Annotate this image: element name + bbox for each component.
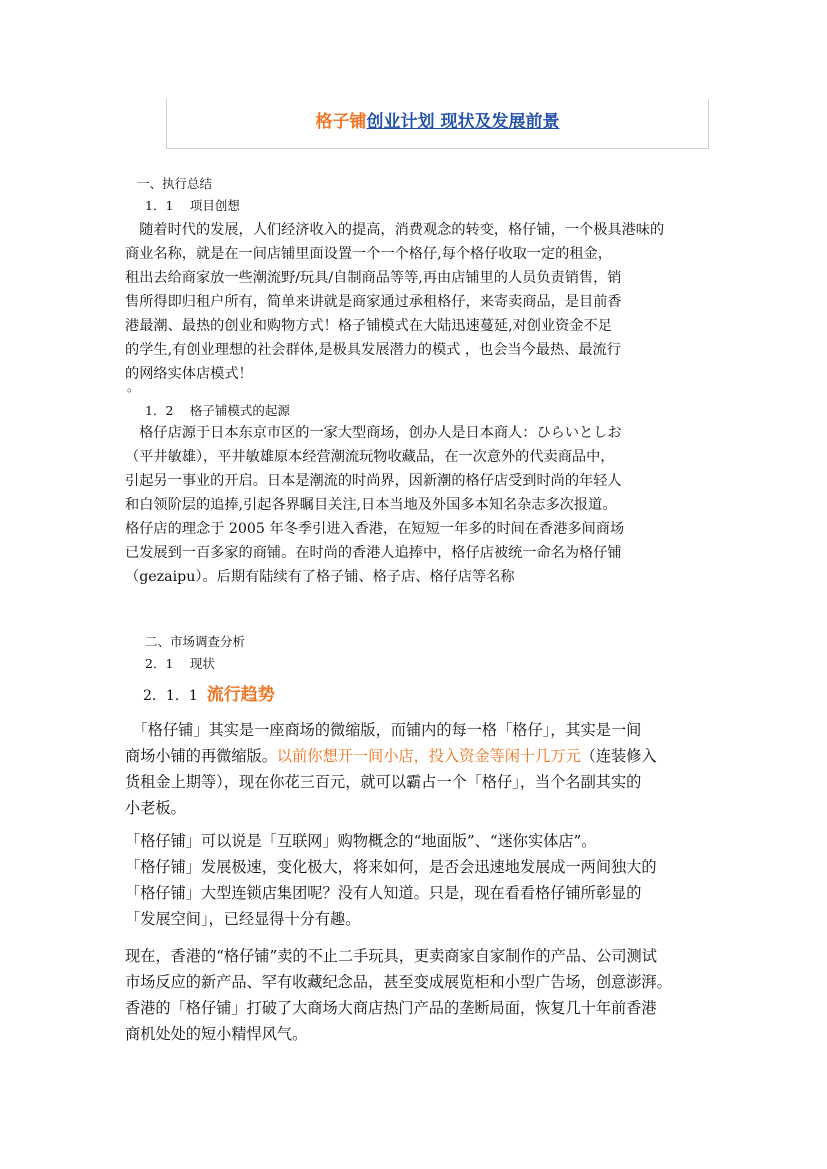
section2-sub1-heading: 2．1 现状 — [145, 656, 215, 671]
paragraph-line: 「格仔铺」其实是一座商场的微缩版，而铺内的每一格「格仔」，其实是一间 — [125, 721, 642, 739]
title-link-plan[interactable]: 创业计划 — [366, 112, 435, 132]
section1-heading: 一、执行总结 — [137, 176, 213, 191]
title-part-brand: 格子铺 — [315, 112, 367, 132]
section1-sub2-paragraph — [125, 421, 702, 589]
paragraph-line: 的网络实体店模式！ — [125, 366, 253, 382]
paragraph-line — [125, 743, 707, 769]
paragraph-line: 「格仔铺」可以说是「互联网」购物概念的“地面版”、“迷你实体店”。 — [125, 832, 597, 850]
line-text: 商场小铺的再微缩版。 — [125, 747, 277, 765]
paragraph-line: 货租金上期等），现在你花三百元，就可以霸占一个「格仔」，当个名副其实的 — [125, 773, 642, 791]
paragraph-line: 引起另一事业的开启。日本是潮流的时尚界，因新潮的格仔店受到时尚的年轻人 — [125, 473, 622, 489]
paragraph-line: 小老板。 — [125, 799, 186, 817]
paragraph-line: 售所得即归租户所有，简单来讲就是商家通过承租格仔，来寄卖商品，是目前香 — [125, 294, 622, 310]
paragraph-line: 格仔店源于日本东京市区的一家大型商场，创办人是日本商人：ひらいとしお — [125, 425, 622, 441]
section1-sub1-heading: 1．1 项目创想 — [145, 198, 240, 213]
paragraph-line: 「格仔铺」大型连锁店集团呢？没有人知道。只是，现在看看格仔铺所彰显的 — [125, 884, 642, 902]
line-text: （连装修入 — [580, 747, 657, 765]
paragraph-line: 港最潮、最热的创业和购物方式！格子铺模式在大陆迅速蔓延,对创业资金不足 — [125, 318, 612, 334]
title-part-status[interactable]: 现状及发展前景 — [434, 112, 560, 132]
section2-heading: 二、市场调查分析 — [145, 634, 246, 649]
section2-paragraph-2 — [125, 828, 707, 932]
title-box — [166, 99, 709, 149]
paragraph-line: 市场反应的新产品、罕有收藏纪念品，甚至变成展览柜和小型广告场，创意澎湃。 — [125, 973, 672, 991]
paragraph-line: 格仔店的理念于 2005 年冬季引进入香港，在短短一年多的时间在香港多间商场 — [125, 521, 625, 537]
paragraph-line: 商业名称，就是在一间店铺里面设置一个一个格仔,每个格仔收取一定的租金， — [125, 246, 612, 262]
section2-paragraph-1 — [125, 717, 707, 821]
trailing-mark: 。 — [127, 379, 140, 394]
paragraph-line: 「发展空间」，已经显得十分有趣。 — [125, 910, 361, 928]
paragraph-line: （gezaipu）。后期有陆续有了格子铺、格子店、格仔店等名称 — [125, 569, 515, 585]
paragraph-line: 的学生,有创业理想的社会群体,是极具发展潜力的模式 ，也会当今最热、最流行 — [125, 342, 621, 358]
trend-number: 2．1．1 — [143, 688, 198, 704]
highlighted-text: 以前你想开一间小店，投入资金等闲十几万元 — [276, 747, 581, 765]
paragraph-line: 已发展到一百多家的商铺。在时尚的香港人追捧中，格仔店被统一命名为格仔铺 — [125, 545, 622, 561]
paragraph-line: 「格仔铺」发展极速，变化极大，将来如何，是否会迅速地发展成一两间独大的 — [125, 858, 657, 876]
trend-title: 流行趋势 — [206, 685, 275, 705]
paragraph-line: 和白领阶层的追捧,引起各界瞩目关注,日本当地及外国多本知名杂志多次报道。 — [125, 497, 617, 513]
section1-sub2-heading: 1．2 格子铺模式的起源 — [145, 403, 290, 418]
trend-heading — [143, 681, 275, 710]
section2-paragraph-3 — [125, 943, 707, 1047]
paragraph-line: 随着时代的发展，人们经济收入的提高，消费观念的转变，格仔铺，一个极具港味的 — [125, 222, 665, 238]
paragraph-line: 现在，香港的“格仔铺”卖的不止二手玩具，更卖商家自家制作的产品、公司测试 — [125, 947, 657, 965]
paragraph-line: 租出去给商家放一些潮流野/玩具/自制商品等等,再由店铺里的人员负责销售，销 — [125, 270, 622, 286]
document-title — [167, 110, 708, 134]
paragraph-line: 商机处处的短小精悍风气。 — [125, 1025, 308, 1043]
paragraph-line: （平井敏雄），平井敏雄原本经营潮流玩物收藏品，在一次意外的代卖商品中， — [125, 449, 615, 465]
section1-sub1-paragraph — [125, 218, 702, 386]
paragraph-line: 香港的「格仔铺」打破了大商场大商店热门产品的垄断局面，恢复几十年前香港 — [125, 999, 657, 1017]
